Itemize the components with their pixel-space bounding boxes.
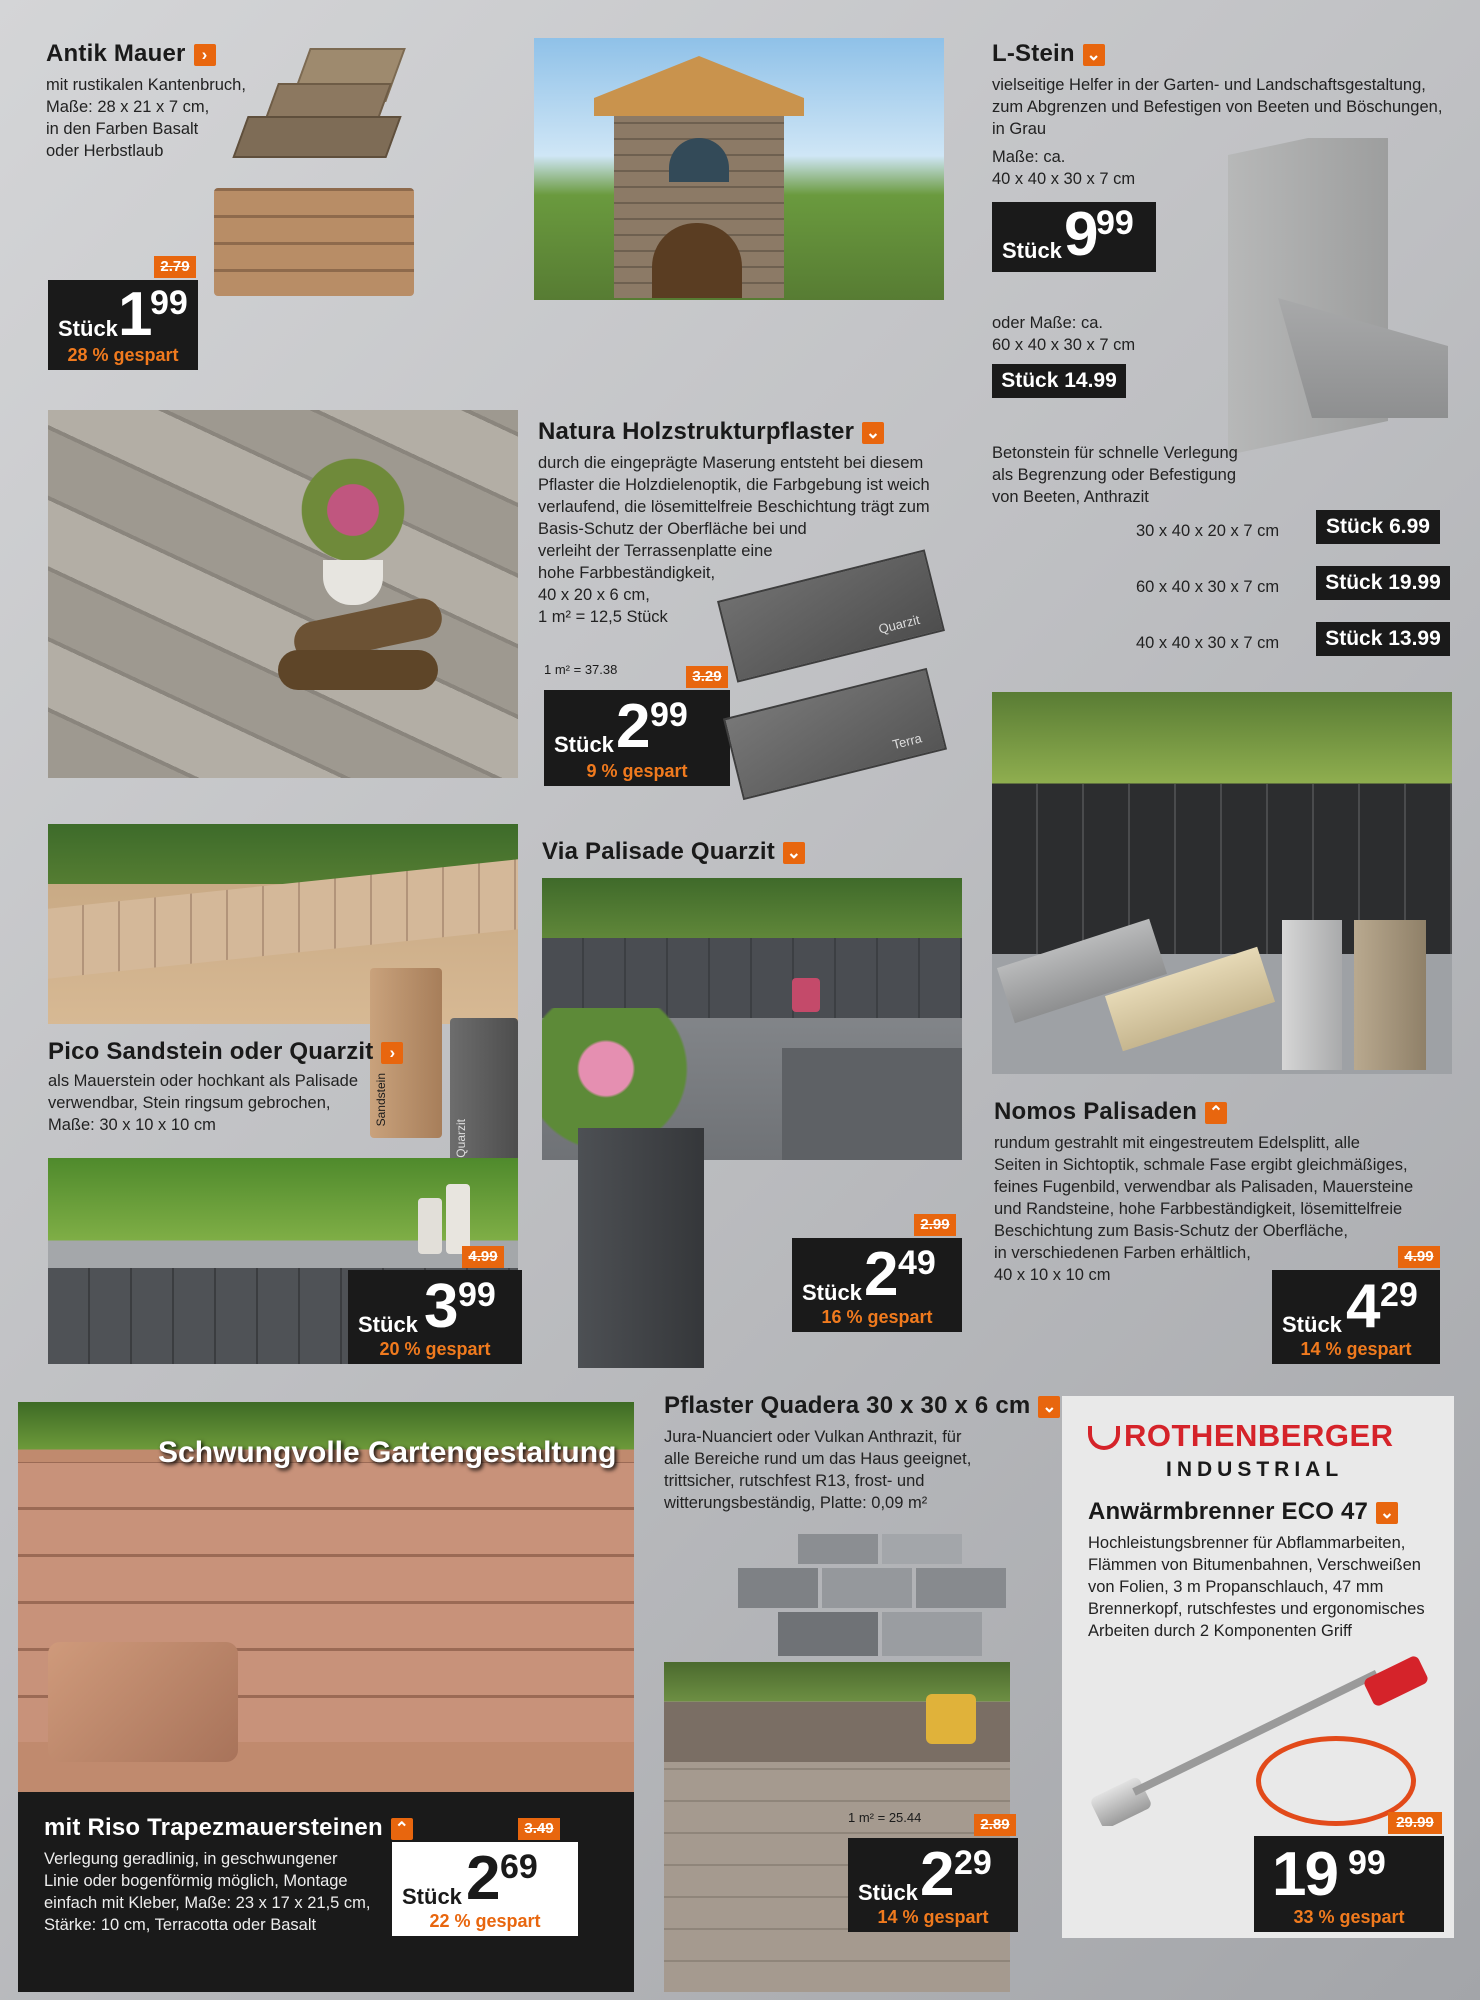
riso-wall-image bbox=[18, 1402, 634, 1796]
variant-size-3: 40 x 40 x 30 x 7 cm bbox=[1136, 634, 1280, 652]
chevron-down-icon[interactable]: ⌄ bbox=[1376, 1502, 1398, 1524]
riso-old-price: 3.49 bbox=[518, 1818, 560, 1840]
quadera-patio-image bbox=[664, 1662, 1010, 1992]
lstein-price: Stück 9 99 bbox=[992, 202, 1156, 272]
natura-old-price: 3.29 bbox=[686, 666, 728, 688]
pico-stone-quarzit: Quarzit bbox=[450, 1018, 518, 1170]
quadera-old-price: 2.89 bbox=[974, 1814, 1016, 1836]
chevron-down-icon[interactable]: ⌄ bbox=[1083, 44, 1105, 66]
garden-oven-image bbox=[534, 38, 944, 300]
lstein-alt-size: oder Maße: ca. 60 x 40 x 30 x 7 cm bbox=[992, 314, 1136, 354]
variant-price-3: Stück 13.99 bbox=[1316, 622, 1450, 656]
rothenberger-sub: INDUSTRIAL bbox=[1166, 1458, 1344, 1481]
chevron-up-icon[interactable]: ⌃ bbox=[1205, 1102, 1227, 1124]
pico-old-price: 4.99 bbox=[462, 1246, 504, 1268]
variant-size-1: 30 x 40 x 20 x 7 cm bbox=[1136, 522, 1280, 540]
rothenberger-old-price: 29.99 bbox=[1388, 1812, 1442, 1834]
antik-desc: mit rustikalen Kantenbruch, Maße: 28 x 21 x 7 cm, in den Farben Basalt oder Herbstlaub bbox=[46, 76, 246, 160]
chevron-down-icon[interactable]: ⌄ bbox=[862, 422, 884, 444]
riso-title: mit Riso Trapezmauersteinen ⌃ bbox=[44, 1814, 413, 1842]
quadera-tiles-image bbox=[738, 1534, 1028, 1664]
pico-wall-image bbox=[48, 824, 518, 1024]
rothenberger-desc: Hochleistungsbrenner für Abflammarbeiten, Flämmen von Bitumenbahnen, Verschweißen von Folien, 3 m Propanschlauch, 47 mm Brennerkopf, rutschfestes und ergonomisches Arbeiten durch 2 Komponenten Griff bbox=[1088, 1534, 1425, 1640]
chevron-right-icon[interactable]: › bbox=[194, 44, 216, 66]
variant-size-2: 60 x 40 x 30 x 7 cm bbox=[1136, 578, 1280, 596]
via-stone-image bbox=[578, 1128, 704, 1368]
variant-price-2: Stück 19.99 bbox=[1316, 566, 1450, 600]
natura-desc: durch die eingeprägte Maserung entsteht bei diesem Pflaster die Holzdielenoptik, die Farbgebung ist weich verlaufend, die lösemittelfreie Beschichtung trägt zum Basis-Schutz der Oberfläche bei und verleiht der Terrassenplatte eine hohe Farbbeständigkeit, 40 x 20 x 6 cm, 1 m² = 12,5 Stück bbox=[538, 454, 930, 626]
antik-wall-image bbox=[230, 38, 430, 158]
pico-stone-sandstein: Sandstein bbox=[370, 968, 442, 1138]
natura-terrace-image bbox=[48, 410, 518, 778]
nomos-old-price: 4.99 bbox=[1398, 1246, 1440, 1268]
nomos-desc: rundum gestrahlt mit eingestreutem Edelsplitt, alle Seiten in Sichtoptik, schmale Fase ergibt gleichmäßiges, feines Fugenbild, verwendbar als Palisaden, Mauersteine und Randsteine, hohe Farbbeständigkeit, lösemittelfreie Beschichtung zum Basis-Schutz der Oberfläche, in verschiedenen Farben erhältlich, 40 x 10 x 10 cm bbox=[994, 1134, 1414, 1284]
chevron-down-icon[interactable]: ⌄ bbox=[783, 842, 805, 864]
lstein-alt-price: Stück 14.99 bbox=[992, 364, 1126, 398]
chevron-up-icon[interactable]: ⌃ bbox=[391, 1818, 413, 1840]
natura-per-m2: 1 m² = 37.38 bbox=[544, 662, 618, 677]
nomos-title: Nomos Palisaden ⌃ bbox=[994, 1098, 1227, 1126]
via-scene-image bbox=[542, 878, 962, 1160]
rothenberger-title: Anwärmbrenner ECO 47 ⌄ bbox=[1088, 1498, 1398, 1526]
riso-banner: Schwungvolle Gartengestaltung bbox=[158, 1436, 617, 1469]
lstein-image bbox=[1218, 138, 1458, 468]
chevron-down-icon[interactable]: ⌄ bbox=[1038, 1396, 1060, 1418]
nomos-price: Stück 4 29 14 % gespart bbox=[1272, 1270, 1440, 1364]
beton-desc: Betonstein für schnelle Verlegung als Begrenzung oder Befestigung von Beeten, Anthrazit bbox=[992, 444, 1238, 506]
lstein-title: L-Stein ⌄ bbox=[992, 40, 1105, 68]
quadera-price: Stück 2 29 14 % gespart bbox=[848, 1838, 1018, 1932]
pico-desc: als Mauerstein oder hochkant als Palisade verwendbar, Stein ringsum gebrochen, Maße: 30 x 10 x 10 cm bbox=[48, 1072, 359, 1134]
pico-price: Stück 3 99 20 % gespart bbox=[348, 1270, 522, 1364]
via-price: Stück 2 49 16 % gespart bbox=[792, 1238, 962, 1332]
quadera-per-m2: 1 m² = 25.44 bbox=[848, 1810, 922, 1825]
via-old-price: 2.99 bbox=[914, 1214, 956, 1236]
burner-image bbox=[1086, 1636, 1446, 1826]
variant-price-1: Stück 6.99 bbox=[1316, 510, 1440, 544]
via-title: Via Palisade Quarzit ⌄ bbox=[542, 838, 805, 866]
pico-title: Pico Sandstein oder Quarzit › bbox=[48, 1038, 403, 1066]
rothenberger-logo: ROTHENBERGER bbox=[1088, 1418, 1394, 1454]
lstein-desc: vielseitige Helfer in der Garten- und Landschaftsgestaltung, zum Abgrenzen und Befestigen von Beeten und Böschungen, in Grau Maße: ca. 40 x 40 x 30 x 7 cm bbox=[992, 76, 1443, 188]
riso-panel bbox=[18, 1792, 634, 1992]
quadera-desc: Jura-Nuanciert oder Vulkan Anthrazit, für alle Bereiche rund um das Haus geeignet, trittsicher, rutschfest R13, frost- und witterungsbeständig, Platte: 0,09 m² bbox=[664, 1428, 972, 1512]
natura-price: Stück 2 99 9 % gespart bbox=[544, 690, 730, 786]
nomos-scene-image bbox=[992, 692, 1452, 1074]
rothenberger-logo-icon bbox=[1088, 1426, 1120, 1450]
natura-title: Natura Holzstrukturpflaster ⌄ bbox=[538, 418, 884, 446]
riso-desc: Verlegung geradlinig, in geschwungener Linie oder bogenförmig möglich, Montage einfach mit Kleber, Maße: 23 x 17 x 21,5 cm, Stärke: 10 cm, Terracotta oder Basalt bbox=[44, 1850, 371, 1934]
natura-stone-quarzit: Quarzit bbox=[717, 549, 945, 682]
antik-block-image bbox=[214, 188, 424, 298]
flyer-page bbox=[18, 8, 1462, 1992]
riso-price: Stück 2 69 22 % gespart bbox=[392, 1842, 578, 1936]
antik-title: Antik Mauer › bbox=[46, 40, 216, 68]
chevron-right-icon[interactable]: › bbox=[381, 1042, 403, 1064]
antik-old-price: 2.79 bbox=[154, 256, 196, 278]
rothenberger-panel bbox=[1062, 1396, 1454, 1938]
antik-price: Stück 1 99 28 % gespart bbox=[48, 280, 198, 370]
quadera-title: Pflaster Quadera 30 x 30 x 6 cm ⌄ bbox=[664, 1392, 1060, 1420]
rothenberger-price: 19 99 33 % gespart bbox=[1254, 1836, 1444, 1932]
natura-stone-terra: Terra bbox=[723, 668, 947, 800]
